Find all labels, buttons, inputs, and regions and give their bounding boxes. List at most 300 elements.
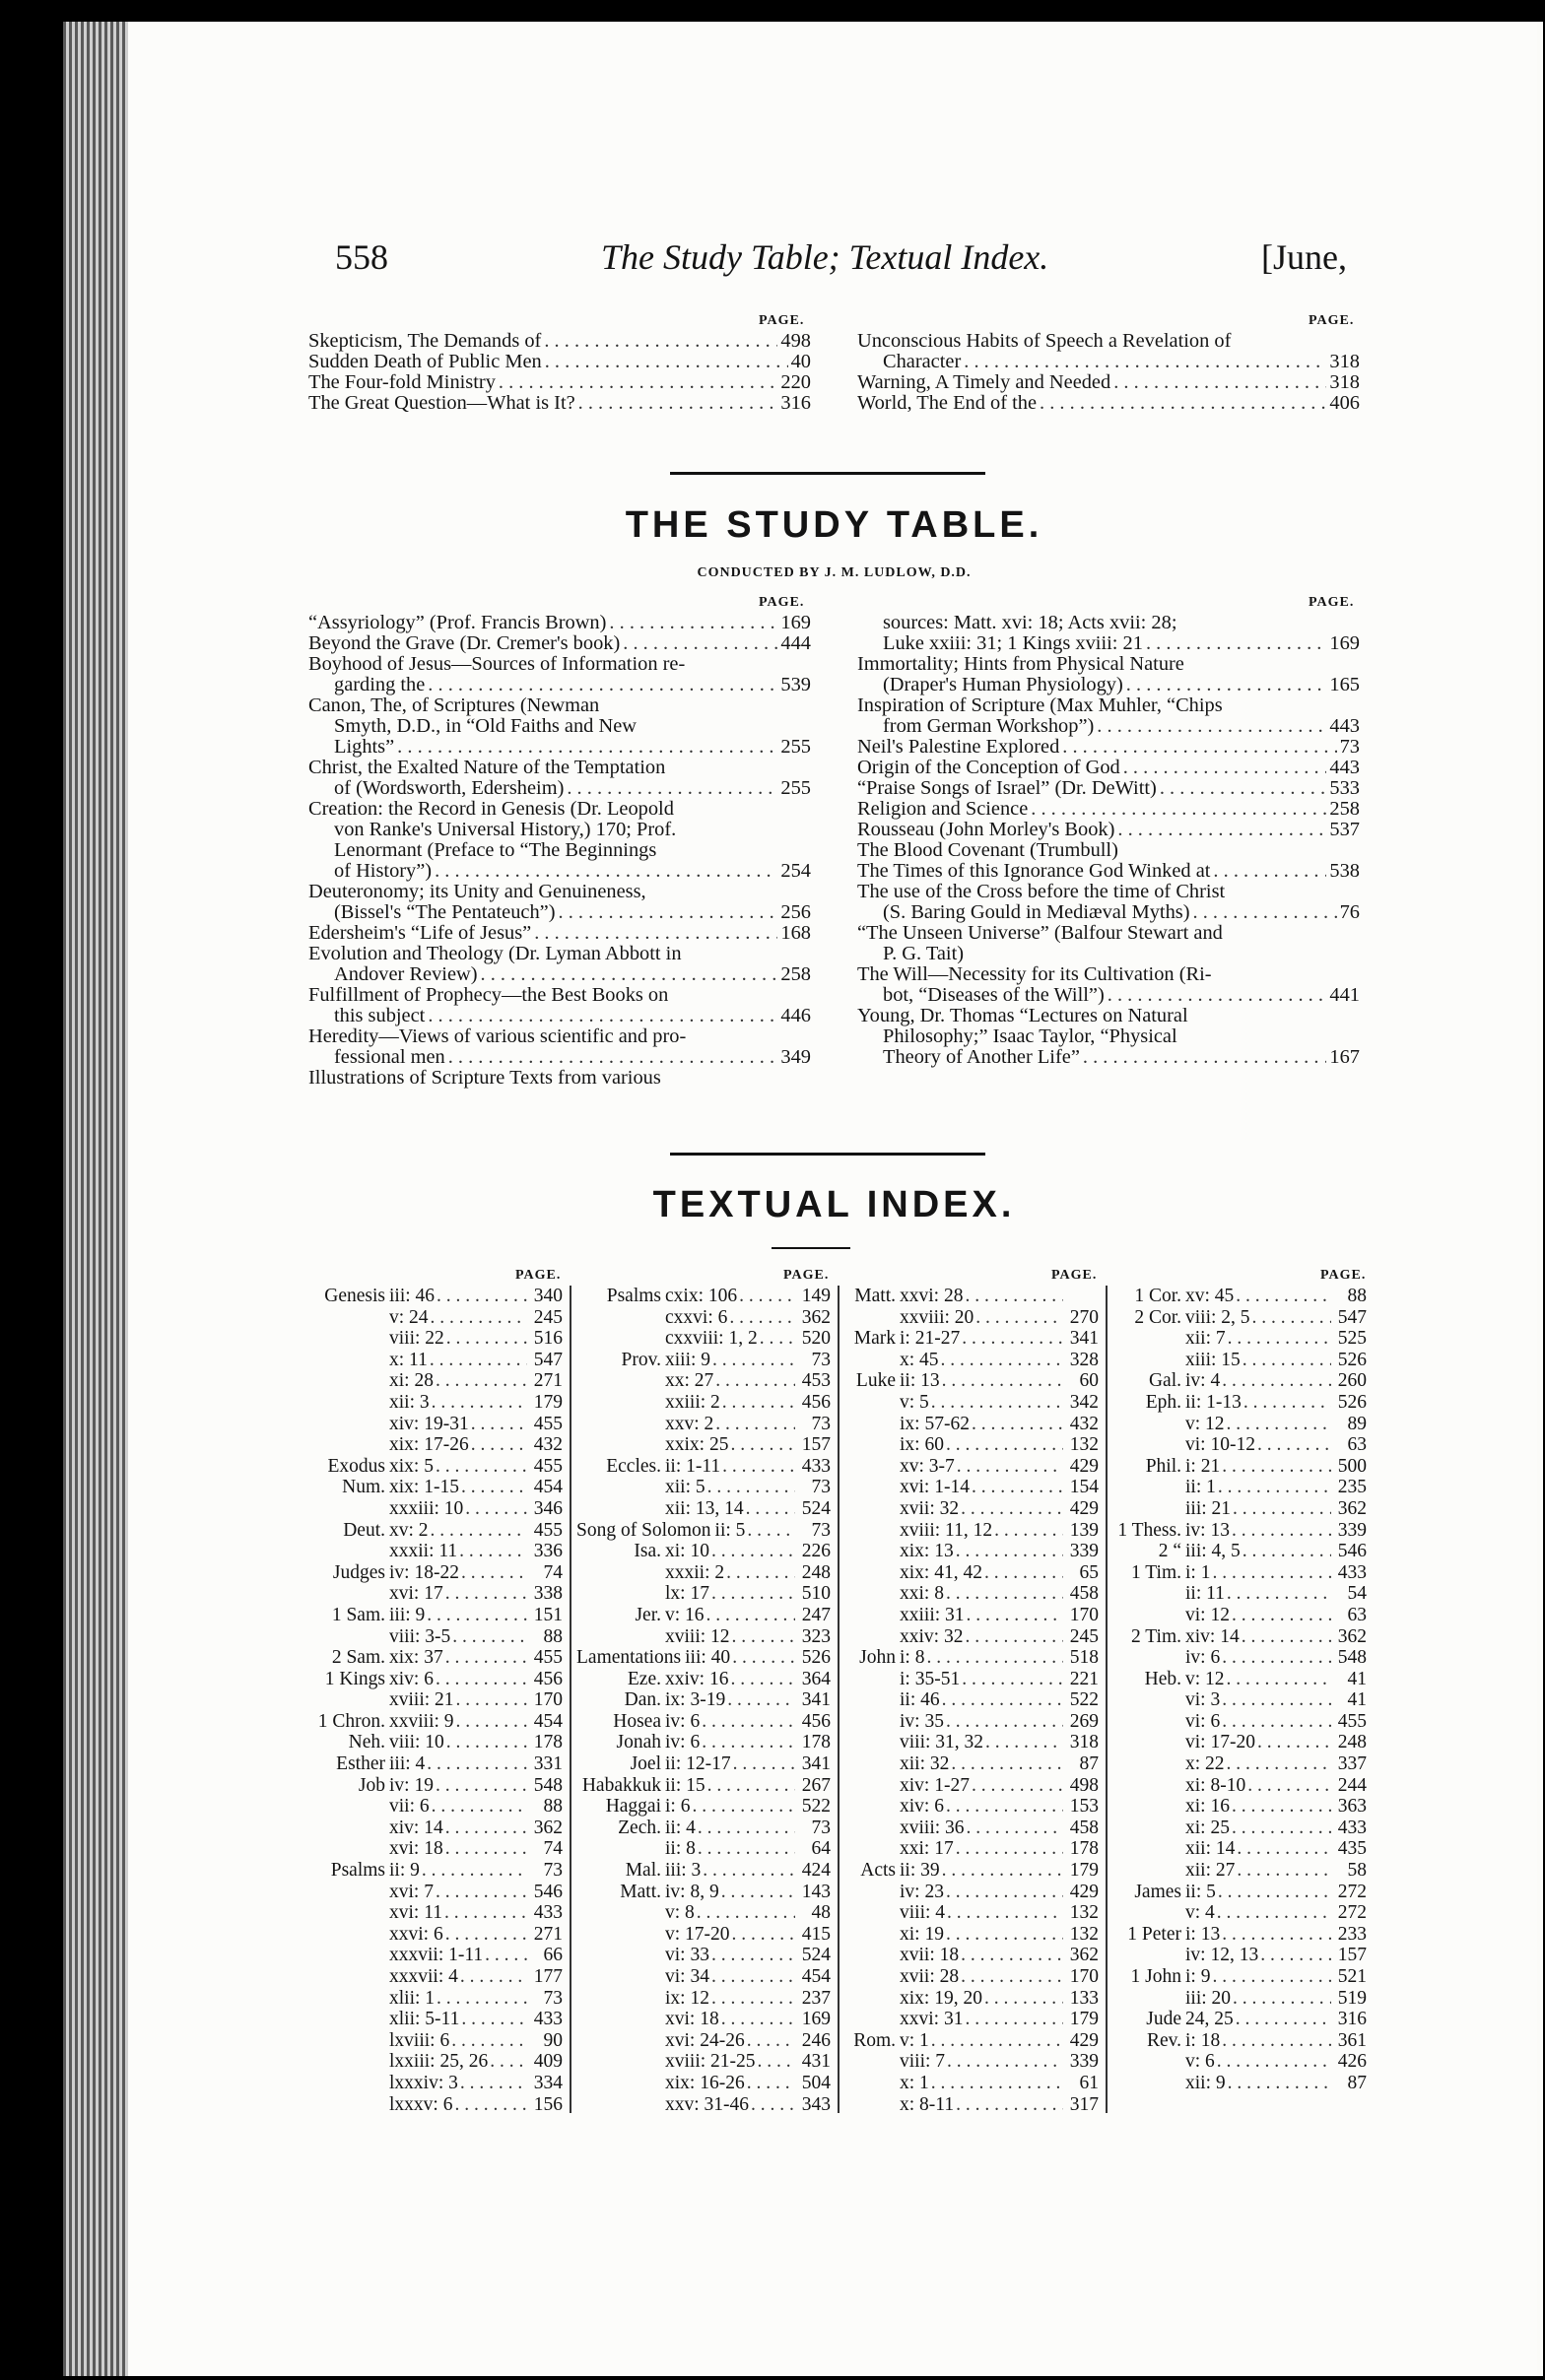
dot-leader <box>965 1286 1063 1307</box>
book-name <box>1112 1414 1181 1435</box>
reference-page: 328 <box>1069 1349 1099 1370</box>
dot-leader <box>712 1350 795 1371</box>
reference: i: 1 <box>1185 1561 1211 1583</box>
book-name <box>576 1307 661 1329</box>
book-name <box>308 1882 385 1903</box>
book-name: Lamentations <box>576 1647 682 1669</box>
index-row <box>308 1477 563 1498</box>
index-row <box>576 1414 831 1435</box>
index-row <box>308 1711 563 1733</box>
book-name <box>844 1966 896 1988</box>
book-name <box>844 1796 896 1818</box>
book-name <box>1112 1732 1181 1753</box>
reference: 24, 25 <box>1185 2009 1234 2030</box>
entry-page: 443 <box>1329 757 1360 778</box>
entry-page: 165 <box>1329 674 1360 695</box>
entry-page: 533 <box>1329 777 1360 799</box>
index-row <box>308 1605 563 1626</box>
entry-title: Lights” <box>334 736 395 758</box>
entry-title: (Bissel's “The Pentateuch”) <box>334 901 556 923</box>
index-row <box>844 1689 1099 1711</box>
dot-leader <box>1160 778 1327 799</box>
study-table-entries-left <box>308 613 811 1089</box>
book-name <box>576 1370 661 1392</box>
reference: ii: 46 <box>900 1689 940 1711</box>
reference-page: 139 <box>1069 1519 1099 1541</box>
dot-leader <box>1083 1047 1327 1068</box>
reference: xxxii: 2 <box>665 1561 725 1583</box>
entry-title: Philosophy;” Isaac Taylor, “Physical <box>883 1025 1177 1047</box>
book-name <box>308 1583 385 1605</box>
section-rule <box>670 472 985 475</box>
reference: iii: 9 <box>389 1604 426 1625</box>
index-row <box>844 1286 1099 1307</box>
dot-leader <box>946 1924 1063 1946</box>
reference-page: 316 <box>1337 2009 1367 2030</box>
dot-leader <box>436 1882 527 1903</box>
dot-leader <box>956 1838 1063 1860</box>
reference-page: 364 <box>801 1668 831 1689</box>
index-row <box>844 2073 1099 2094</box>
index-row <box>576 2051 831 2073</box>
entry-page: 254 <box>780 860 811 882</box>
reference-page: 454 <box>533 1477 563 1498</box>
index-entry <box>308 778 811 799</box>
reference-page: 454 <box>533 1710 563 1732</box>
reference-page: 73 <box>543 1987 563 2009</box>
index-row <box>844 1328 1099 1350</box>
reference: xix: 5 <box>389 1455 434 1477</box>
index-row <box>1112 2030 1367 2052</box>
reference-page: 179 <box>1069 2009 1099 2030</box>
dot-leader <box>957 1456 1063 1478</box>
book-name <box>844 1562 896 1584</box>
reference-page: 432 <box>1069 1413 1099 1434</box>
book-name <box>576 1583 661 1605</box>
dot-leader <box>751 2094 795 2116</box>
reference: xviii: 21 <box>389 1689 454 1711</box>
entry-title: Origin of the Conception of God <box>857 757 1120 778</box>
dot-leader <box>961 1945 1063 1966</box>
index-entry <box>857 820 1360 840</box>
dot-leader <box>1233 1988 1331 2010</box>
reference: v: 8 <box>665 1902 695 1924</box>
book-name <box>844 1456 896 1478</box>
entry-title: Boyhood of Jesus—Sources of Information re- <box>308 653 686 675</box>
dot-leader <box>715 1370 795 1392</box>
index-entry <box>308 737 811 758</box>
reference: xxi: 17 <box>900 1838 954 1860</box>
dot-leader <box>1213 861 1326 882</box>
reference-page: 170 <box>533 1689 563 1711</box>
book-name <box>576 1392 661 1414</box>
index-row <box>576 1838 831 1860</box>
reference: iv: 6 <box>665 1710 701 1732</box>
index-row <box>576 1498 831 1520</box>
dot-leader <box>461 2009 527 2030</box>
index-row <box>576 1562 831 1584</box>
dot-leader <box>436 1775 527 1797</box>
book-name <box>844 1988 896 2010</box>
index-entry <box>857 758 1360 778</box>
dot-leader <box>967 1818 1063 1839</box>
index-row <box>576 1286 831 1307</box>
entry-title: from German Workshop”) <box>883 715 1095 737</box>
reference-page: 336 <box>533 1541 563 1562</box>
book-name <box>308 1945 385 1966</box>
entry-title: Skepticism, The Demands of <box>308 330 542 352</box>
entry-title: “The Unseen Universe” (Balfour Stewart and <box>857 922 1223 944</box>
dot-leader <box>1031 799 1326 820</box>
reference: xii: 5 <box>665 1477 705 1498</box>
reference-page: 547 <box>533 1349 563 1370</box>
book-name: Deut. <box>343 1519 385 1541</box>
book-name <box>844 1541 896 1562</box>
index-row <box>1112 1882 1367 1903</box>
dot-leader <box>432 1796 527 1818</box>
reference: xi: 19 <box>900 1923 944 1945</box>
reference: xix: 17-26 <box>389 1434 469 1456</box>
reference: viii: 2, 5 <box>1185 1306 1250 1328</box>
book-name <box>844 1434 896 1456</box>
book-name: Habakkuk <box>581 1774 661 1796</box>
section-rule <box>670 1153 985 1156</box>
reference: xi: 16 <box>1185 1796 1230 1818</box>
reference: iv: 23 <box>900 1881 944 1902</box>
index-row <box>1112 1796 1367 1818</box>
running-month: [June, <box>1261 237 1347 277</box>
page-body <box>128 22 1537 2376</box>
index-row <box>576 1434 831 1456</box>
index-row <box>308 1647 563 1669</box>
reference-page: 526 <box>801 1647 831 1669</box>
reference-page: 248 <box>1337 1732 1367 1753</box>
index-entry <box>308 1047 811 1068</box>
index-row <box>844 1477 1099 1498</box>
book-name: 2 “ <box>1158 1541 1181 1562</box>
book-name <box>844 1477 896 1498</box>
reference-page: 433 <box>1337 1817 1367 1838</box>
dot-leader <box>956 2094 1063 2116</box>
index-entry <box>857 675 1360 695</box>
reference: x: 1 <box>900 2072 929 2093</box>
dot-leader <box>436 1370 527 1392</box>
dot-leader <box>703 1860 795 1882</box>
book-name <box>308 1350 385 1371</box>
reference: xviii: 21-25 <box>665 2051 756 2073</box>
entry-title: (Draper's Human Physiology) <box>883 674 1123 695</box>
book-name: Exodus <box>327 1455 385 1477</box>
index-row <box>308 1350 563 1371</box>
book-name <box>308 1838 385 1860</box>
reference-page: 341 <box>801 1753 831 1775</box>
reference-page: 334 <box>533 2072 563 2093</box>
book-name: Job <box>358 1774 385 1796</box>
reference-page <box>1065 1286 1099 1307</box>
index-row <box>308 1307 563 1329</box>
reference: x: 8-11 <box>900 2093 955 2115</box>
book-name: Matt. <box>620 1881 661 1902</box>
entry-title: fessional men <box>334 1046 445 1068</box>
reference: xxv: 2 <box>665 1413 714 1434</box>
dot-leader <box>559 902 778 923</box>
dot-leader <box>985 1732 1063 1753</box>
book-name <box>308 1434 385 1456</box>
reference: xi: 10 <box>665 1541 709 1562</box>
reference-page: 331 <box>533 1753 563 1775</box>
reference: iv: 8, 9 <box>665 1881 719 1902</box>
book-name <box>576 2030 661 2052</box>
dot-leader <box>942 1370 1063 1392</box>
entry-page: 169 <box>1329 632 1360 654</box>
dot-leader <box>544 331 777 352</box>
reference-page: 339 <box>1337 1519 1367 1541</box>
index-row <box>308 1669 563 1690</box>
dot-leader <box>1247 1775 1331 1797</box>
index-entry <box>857 861 1360 882</box>
dot-leader <box>931 1392 1063 1414</box>
index-row <box>844 1307 1099 1329</box>
index-row <box>308 1988 563 2010</box>
reference: v: 17-20 <box>665 1923 730 1945</box>
reference-page: 48 <box>811 1902 831 1924</box>
reference-page: 133 <box>1069 1987 1099 2009</box>
dot-leader <box>975 1307 1063 1329</box>
index-entry <box>857 613 1360 633</box>
reference-page: 525 <box>1337 1328 1367 1350</box>
book-name: Gal. <box>1148 1370 1181 1392</box>
dot-leader <box>1126 675 1327 695</box>
entry-title: P. G. Tait) <box>883 943 965 964</box>
reference-page: 548 <box>533 1774 563 1796</box>
index-row <box>576 1689 831 1711</box>
index-row <box>576 1583 831 1605</box>
reference: ii: 13 <box>900 1370 940 1392</box>
reference-page: 526 <box>1337 1349 1367 1370</box>
index-entry <box>857 352 1360 372</box>
entry-title: sources: Matt. xvi: 18; Acts xvii: 28; <box>883 612 1177 633</box>
book-name <box>576 1988 661 2010</box>
book-name: 1 John <box>1130 1966 1181 1987</box>
reference-page: 247 <box>801 1604 831 1625</box>
index-entry <box>308 758 811 778</box>
reference: xix: 41, 42 <box>900 1561 982 1583</box>
reference-page: 510 <box>801 1583 831 1605</box>
dot-leader <box>1243 1350 1331 1371</box>
reference: xiv: 6 <box>900 1796 944 1818</box>
book-name <box>576 1924 661 1946</box>
book-name <box>1112 1583 1181 1605</box>
index-row <box>1112 1477 1367 1498</box>
dot-leader <box>1218 1882 1331 1903</box>
dot-leader <box>461 1562 527 1584</box>
index-row <box>576 2030 831 2052</box>
entry-title: Fulfillment of Prophecy—the Best Books on <box>308 984 669 1006</box>
dot-leader <box>707 1477 795 1498</box>
entry-page: 446 <box>780 1005 811 1026</box>
book-name: Judges <box>332 1561 385 1583</box>
dot-leader <box>578 393 778 414</box>
dot-leader <box>931 2030 1063 2052</box>
index-column-2 <box>576 1286 831 2115</box>
book-name <box>844 1689 896 1711</box>
reference-page: 455 <box>533 1413 563 1434</box>
dot-leader <box>456 1689 527 1711</box>
reference: v: 5 <box>900 1391 929 1413</box>
reference-page: 270 <box>1069 1306 1099 1328</box>
dot-leader <box>994 1520 1063 1542</box>
index-row <box>844 1370 1099 1392</box>
dot-leader <box>567 778 777 799</box>
dot-leader <box>431 1520 527 1542</box>
reference: xv: 3-7 <box>900 1455 955 1477</box>
reference-page: 89 <box>1347 1413 1367 1434</box>
entry-title: The Blood Covenant (Trumbull) <box>857 839 1118 861</box>
index-row <box>844 1456 1099 1478</box>
reference: vi: 34 <box>665 1966 709 1987</box>
book-name <box>1112 1711 1181 1733</box>
reference: xix: 16-26 <box>665 2072 745 2093</box>
index-entry <box>857 393 1360 414</box>
book-name: Zech. <box>618 1817 661 1838</box>
reference: ii: 4 <box>665 1817 696 1838</box>
index-row <box>844 1775 1099 1797</box>
reference-page: 504 <box>801 2072 831 2093</box>
index-row <box>844 1350 1099 1371</box>
index-row <box>576 1370 831 1392</box>
entry-page: 76 <box>1339 901 1360 923</box>
book-name <box>844 2051 896 2073</box>
book-name <box>308 1414 385 1435</box>
book-name <box>576 1414 661 1435</box>
book-name <box>844 1902 896 1924</box>
dot-leader <box>499 372 778 393</box>
book-name <box>308 1818 385 1839</box>
book-name <box>1112 1328 1181 1350</box>
entry-page: 443 <box>1329 715 1360 737</box>
dot-leader <box>747 2030 795 2052</box>
index-row <box>844 1392 1099 1414</box>
book-name: Mal. <box>625 1860 661 1882</box>
dot-leader <box>436 1669 527 1690</box>
reference: vii: 6 <box>389 1796 430 1818</box>
dot-leader <box>397 737 777 758</box>
book-name <box>576 1498 661 1520</box>
index-row <box>1112 1626 1367 1648</box>
index-row <box>308 1966 563 1988</box>
book-name: Genesis <box>324 1286 385 1306</box>
index-entry <box>308 716 811 737</box>
index-row <box>308 1753 563 1775</box>
dot-leader <box>623 633 777 654</box>
entry-page: 220 <box>780 371 811 393</box>
index-row <box>1112 2051 1367 2073</box>
index-entry <box>857 1047 1360 1068</box>
reference: xvi: 17 <box>389 1583 443 1605</box>
dot-leader <box>1040 393 1326 414</box>
dot-leader <box>1108 985 1327 1006</box>
index-entry <box>308 331 811 352</box>
reference: vi: 6 <box>1185 1710 1221 1732</box>
reference-page: 73 <box>543 1860 563 1882</box>
index-row <box>576 2009 831 2030</box>
dot-leader <box>1228 2073 1331 2094</box>
index-row <box>1112 1711 1367 1733</box>
reference-page: 415 <box>801 1923 831 1945</box>
book-name: Eph. <box>1145 1391 1181 1413</box>
index-row <box>576 1350 831 1371</box>
dot-leader <box>460 2073 527 2094</box>
index-row <box>844 2051 1099 2073</box>
dot-leader <box>942 1860 1063 1882</box>
index-row <box>1112 1753 1367 1775</box>
entry-title: The Times of this Ignorance God Winked at <box>857 860 1211 882</box>
reference: xviii: 36 <box>900 1817 965 1838</box>
reference-page: 520 <box>801 1328 831 1350</box>
index-row <box>1112 1414 1367 1435</box>
index-row <box>844 1882 1099 1903</box>
dot-leader <box>1237 1838 1331 1860</box>
index-row <box>1112 1328 1367 1350</box>
reference: x: 45 <box>900 1349 939 1370</box>
index-row <box>844 1562 1099 1584</box>
index-entry <box>308 352 811 372</box>
reference-page: 524 <box>801 1945 831 1966</box>
index-entry <box>857 654 1360 675</box>
reference: ii: 8 <box>665 1838 696 1860</box>
reference: i: 9 <box>1185 1966 1211 1987</box>
reference-page: 260 <box>1337 1370 1367 1392</box>
book-name <box>576 1902 661 1924</box>
dot-leader <box>702 1711 795 1733</box>
entry-page: 255 <box>780 777 811 799</box>
reference-page: 458 <box>1069 1817 1099 1838</box>
dot-leader <box>972 1414 1063 1435</box>
book-name <box>844 2094 896 2116</box>
reference-page: 177 <box>533 1966 563 1987</box>
dot-leader <box>609 613 777 633</box>
dot-leader <box>951 1753 1063 1775</box>
reference: i: 18 <box>1185 2029 1221 2051</box>
index-row <box>1112 1988 1367 2010</box>
book-name <box>1112 1498 1181 1520</box>
entry-title: Illustrations of Scripture Texts from various <box>308 1067 661 1089</box>
reference-page: 73 <box>811 1413 831 1434</box>
reference-page: 179 <box>1069 1860 1099 1882</box>
index-entry <box>857 1006 1360 1026</box>
index-row <box>1112 1392 1367 1414</box>
book-name <box>1112 1605 1181 1626</box>
reference-page: 178 <box>533 1732 563 1753</box>
page-col-label: PAGE. <box>759 595 805 610</box>
reference-page: 341 <box>801 1689 831 1711</box>
index-row <box>308 1541 563 1562</box>
index-row <box>308 1626 563 1648</box>
book-name <box>1112 1860 1181 1882</box>
dot-leader <box>1257 1434 1331 1456</box>
dot-leader <box>962 1669 1063 1690</box>
entry-page: 167 <box>1329 1046 1360 1068</box>
reference-page: 318 <box>1069 1732 1099 1753</box>
index-row <box>576 2094 831 2116</box>
book-name <box>844 1945 896 1966</box>
entry-title: Christ, the Exalted Nature of the Temptation <box>308 757 666 778</box>
dot-leader <box>962 1328 1063 1350</box>
book-name <box>1112 1434 1181 1456</box>
page-col-label: PAGE. <box>1320 1268 1367 1283</box>
index-row <box>308 1924 563 1946</box>
reference-page: 432 <box>533 1434 563 1456</box>
